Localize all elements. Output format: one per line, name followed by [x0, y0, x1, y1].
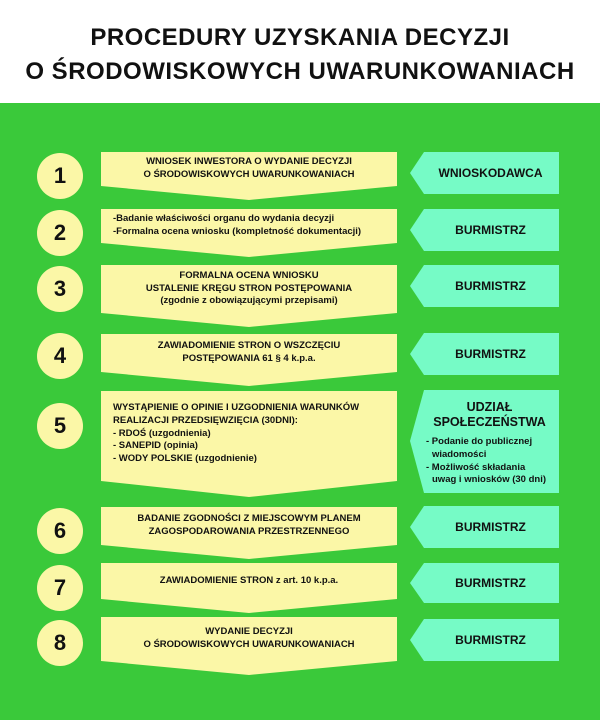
step-6-role [410, 506, 559, 548]
step-2-line-1: -Badanie właściwości organu do wydania decyzji [113, 213, 335, 225]
step-1-line-1: WNIOSEK INWESTORA O WYDANIE DECYZJI [146, 156, 352, 168]
step-7-role [410, 563, 559, 603]
step-1-role [410, 152, 559, 194]
step-5-role-title-line-1: UDZIAŁ [466, 400, 513, 414]
step-8-role [410, 619, 559, 661]
step-4-number: 4 [37, 333, 83, 379]
step-5-role-item-1: - Podanie do publicznej [426, 436, 533, 447]
step-5-item-rdos: - RDOŚ (uzgodnienia) [113, 427, 211, 439]
step-2-number: 2 [37, 210, 83, 256]
step-5-role-item-3: - Możliwość składania [426, 461, 526, 473]
step-8-box [101, 617, 397, 675]
step-5-role-item-4: uwag i wniosków (30 dni) [432, 474, 547, 486]
step-2-box [101, 209, 397, 257]
step-2-role-label: BURMISTRZ [455, 223, 526, 237]
step-3-number: 3 [37, 266, 83, 312]
step-5-line-1: WYSTĄPIENIE O OPINIE I UZGODNIENIA WARUNKÓW [113, 401, 360, 413]
step-5-role [410, 390, 559, 493]
step-1-role-label: WNIOSKODAWCA [438, 166, 543, 180]
step-1-line-2: O ŚRODOWISKOWYCH UWARUNKOWANIACH [143, 169, 355, 180]
step-5-item-sanepid: - SANEPID (opinia) [113, 440, 198, 452]
step-3-line-3: (zgodnie z obowiązującymi przepisami) [160, 295, 338, 307]
step-7-box [101, 563, 397, 613]
step-3-line-2: USTALENIE KRĘGU STRON POSTĘPOWANIA [145, 282, 353, 294]
step-1-number: 1 [37, 153, 83, 199]
step-2-role [410, 209, 559, 251]
step-5-item-wody-polskie: - WODY POLSKIE (uzgodnienie) [113, 453, 257, 465]
step-6-role-label: BURMISTRZ [455, 520, 526, 534]
step-4-line-2: POSTĘPOWANIA 61 § 4 k.p.a. [182, 353, 316, 364]
step-7-role-label: BURMISTRZ [455, 576, 526, 590]
step-3-role-label: BURMISTRZ [455, 279, 526, 293]
step-7-number: 7 [37, 565, 83, 611]
step-5-number: 5 [37, 403, 83, 449]
step-1-box [101, 152, 397, 200]
step-6-box [101, 507, 397, 559]
page-title-line-1: PROCEDURY UZYSKANIA DECYZJI [90, 24, 510, 51]
step-7-arrow-shape [101, 563, 397, 613]
step-8-role-label: BURMISTRZ [455, 633, 526, 647]
step-5-line-2: REALIZACJI PRZEDSIĘWZIĘCIA (30DNI): [113, 414, 298, 426]
page-title-line-2: O ŚRODOWISKOWYCH UWARUNKOWANIACH [25, 58, 575, 85]
step-5-role-list [426, 436, 546, 487]
header [0, 0, 600, 103]
step-5-role-title [426, 400, 553, 430]
step-6-number: 6 [37, 508, 83, 554]
step-6-line-2: ZAGOSPODAROWANIA PRZESTRZENNEGO [148, 526, 350, 537]
step-5-role-title-line-2: SPOŁECZEŃSTWA [433, 415, 546, 429]
step-6-line-1: BADANIE ZGODNOŚCI Z MIEJSCOWYM PLANEM [137, 513, 361, 525]
step-8-line-1: WYDANIE DECYZJI [205, 626, 293, 638]
step-5-box [101, 391, 397, 497]
step-2-line-2: -Formalna ocena wniosku (kompletność dokumentacji) [113, 226, 362, 237]
step-3-line-1: FORMALNA OCENA WNIOSKU [179, 269, 319, 281]
step-3-box [101, 265, 397, 327]
step-3-role [410, 265, 559, 307]
step-5-role-item-2: wiadomości [432, 448, 487, 460]
step-4-role-label: BURMISTRZ [455, 347, 526, 361]
step-8-line-2: O ŚRODOWISKOWYCH UWARUNKOWANIACH [143, 639, 355, 650]
step-4-box [101, 334, 397, 386]
step-4-role [410, 333, 559, 375]
step-4-line-1: ZAWIADOMIENIE STRON O WSZCZĘCIU [157, 340, 341, 352]
step-8-number: 8 [37, 620, 83, 666]
step-7-line-1: ZAWIADOMIENIE STRON z art. 10 k.p.a. [159, 574, 339, 586]
